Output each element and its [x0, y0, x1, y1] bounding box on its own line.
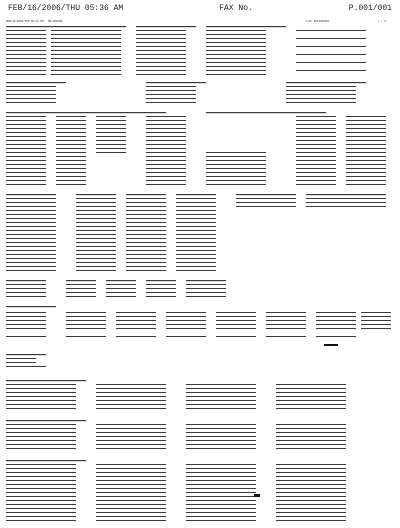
fax-timestamp: FEB/16/2006/THU 05:36 AM — [8, 3, 124, 13]
fax-report-page — [6, 20, 394, 524]
fax-header — [0, 0, 400, 16]
dense-report-text-texture — [6, 24, 394, 524]
report-serial: S/N: 8931590201 — [306, 20, 330, 23]
fax-number-label: FAX No. — [219, 3, 253, 13]
report-id-line: EEB/16/2006/THU 05:32 PM MR-00163W — [6, 20, 63, 23]
fax-page-number: P.001/001 — [348, 3, 392, 13]
report-page-count: 1 / 4 — [378, 20, 386, 23]
